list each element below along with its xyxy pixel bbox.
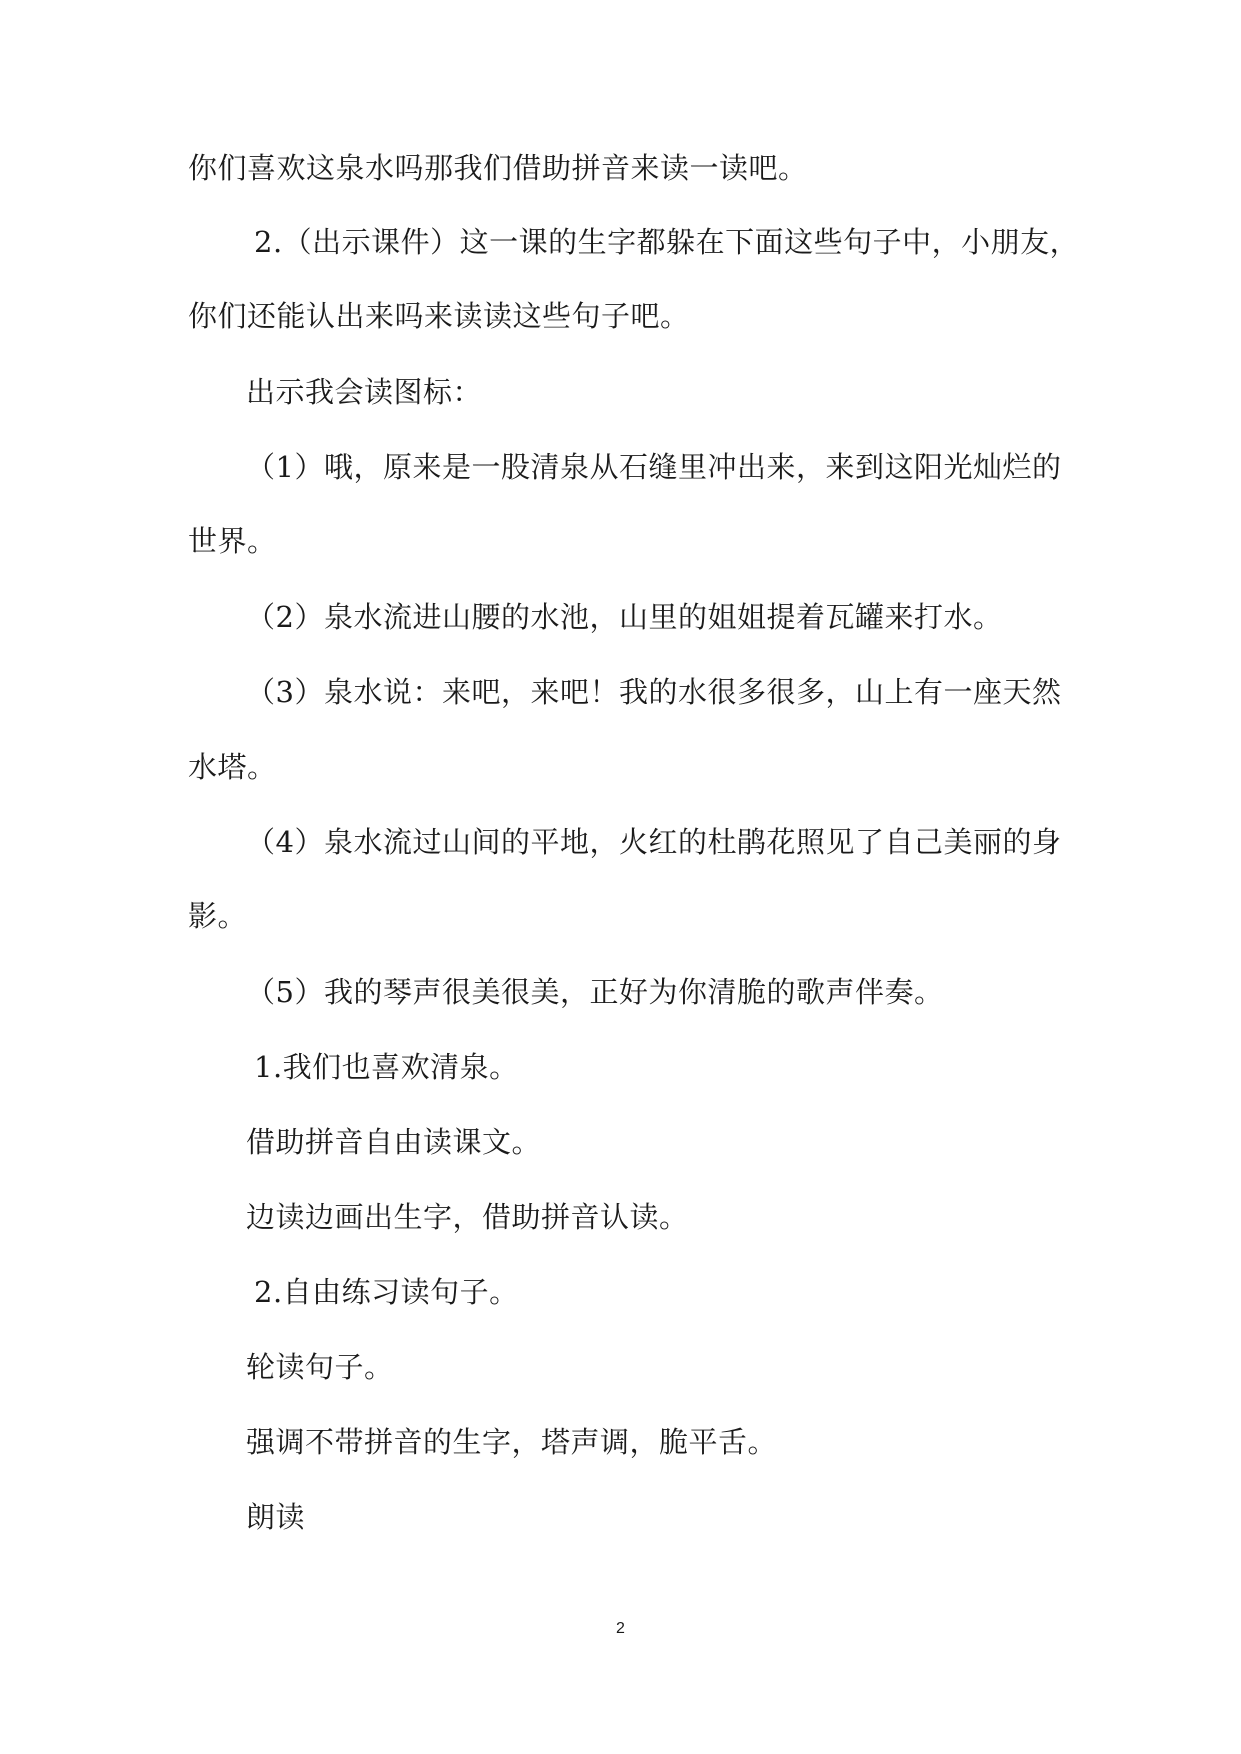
text-line: （4）泉水流过山间的平地，火红的杜鹃花照见了自己美丽的身 xyxy=(246,825,1062,859)
text-line: 强调不带拼音的生字，塔声调，脆平舌。 xyxy=(246,1425,778,1459)
text-line: （3）泉水说：来吧，来吧！我的水很多很多，山上有一座天然 xyxy=(246,675,1062,709)
text-line: 你们喜欢这泉水吗那我们借助拼音来读一读吧。 xyxy=(188,151,808,185)
page-number: 2 xyxy=(616,1620,625,1637)
text-line: 朗读 xyxy=(246,1500,306,1534)
text-line: 1.我们也喜欢清泉。 xyxy=(254,1050,519,1084)
text-line: 2.（出示课件）这一课的生字都躲在下面这些句子中，小朋友， xyxy=(254,225,1080,259)
text-line: （5）我的琴声很美很美，正好为你清脆的歌声伴奏。 xyxy=(246,975,944,1009)
text-line: （2）泉水流进山腰的水池，山里的姐姐提着瓦罐来打水。 xyxy=(246,600,1003,634)
text-line: （1）哦，原来是一股清泉从石缝里冲出来，来到这阳光灿烂的 xyxy=(246,450,1062,484)
text-line: 水塔。 xyxy=(188,750,277,784)
text-line: 出示我会读图标： xyxy=(246,375,483,409)
text-line: 借助拼音自由读课文。 xyxy=(246,1125,542,1159)
text-line: 轮读句子。 xyxy=(246,1350,394,1384)
text-line: 世界。 xyxy=(188,524,277,558)
text-line: 2.自由练习读句子。 xyxy=(254,1275,519,1309)
text-line: 你们还能认出来吗来读读这些句子吧。 xyxy=(188,299,690,333)
text-line: 边读边画出生字，借助拼音认读。 xyxy=(246,1200,689,1234)
text-line: 影。 xyxy=(188,899,248,933)
